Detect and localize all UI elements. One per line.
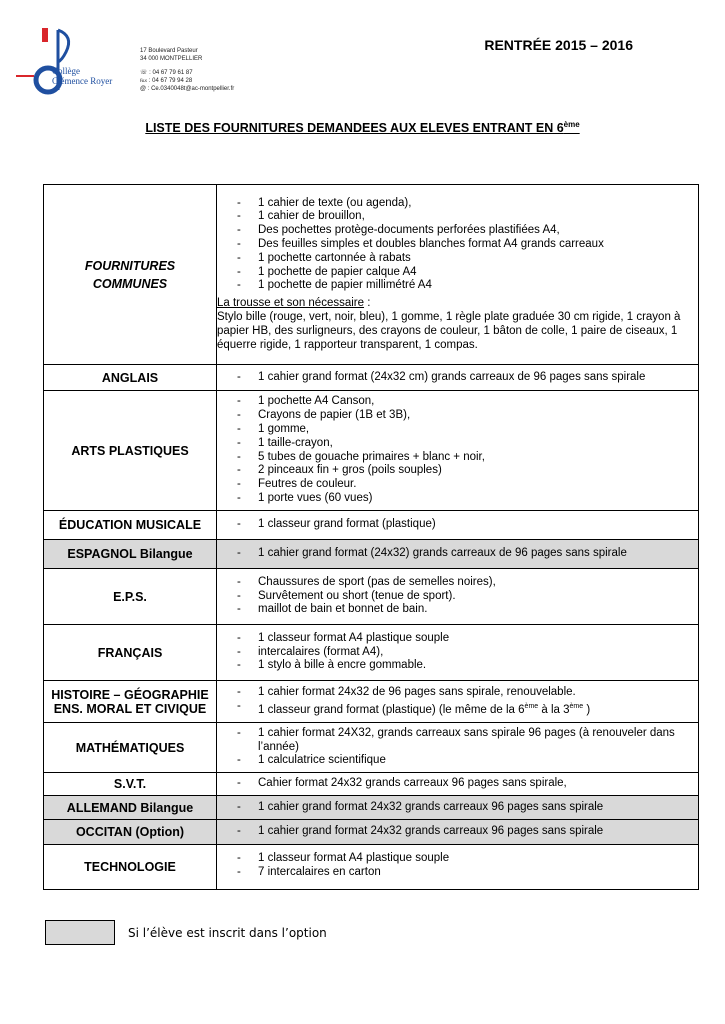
list-item: - Survêtement ou short (tenue de sport). [217,590,698,604]
items-cell [217,820,699,845]
items-list [217,547,698,561]
subject-label: ANGLAIS [44,365,217,391]
subject-label: ALLEMAND Bilangue [44,796,217,820]
item-sup: ème [524,702,539,710]
row-francais [44,625,699,681]
items-cell [217,796,699,820]
item-text: ) [583,703,591,716]
items-cell [217,569,699,625]
list-item: - Cahier format 24x32 grands carreaux 96 pages sans spirale, [217,777,698,791]
list-item: - 7 intercalaires en carton [217,866,698,880]
trousse-title: La trousse et son nécessaire [217,297,365,310]
items-cell [217,511,699,540]
list-item: - 1 taille-crayon, [217,437,698,451]
list-item: - maillot de bain et bonnet de bain. [217,603,698,617]
subject-label: ESPAGNOL Bilangue [44,540,217,569]
subject-label: COMMUNES [92,276,168,291]
school-name-line2: Clémence Royer [52,76,113,86]
page-title [0,120,725,135]
list-item: - 1 pochette de papier millimétré A4 [217,279,698,293]
subject-label: TECHNOLOGIE [44,845,217,890]
subject-label: HISTOIRE – GÉOGRAPHIE [51,687,209,702]
row-arts-plastiques [44,391,699,511]
items-cell [217,540,699,569]
row-communes [44,185,699,365]
item-text: à la 3 [538,703,570,716]
list-item: - 1 pochette A4 Canson, [217,395,698,409]
legend-text: Si l’élève est inscrit dans l’option [128,926,327,940]
items-list [217,686,698,717]
list-item: - Crayons de papier (1B et 3B), [217,409,698,423]
trousse-colon: : [364,297,371,310]
items-cell [217,625,699,681]
list-item: - 1 stylo à bille à encre gommable. [217,659,698,673]
row-eps [44,569,699,625]
items-list [217,632,698,673]
row-anglais [44,365,699,391]
items-cell [217,365,699,391]
list-item: - 1 classeur format A4 plastique souple [217,852,698,866]
row-education-musicale [44,511,699,540]
items-cell [217,723,699,773]
row-histoire-geographie [44,681,699,723]
items-list [217,825,698,839]
page-title-text: LISTE DES FOURNITURES DEMANDEES AUX ELEVES ENTRANT EN 6 [145,121,564,136]
school-address [140,47,234,93]
school-logo [12,24,132,104]
subject-label: FOURNITURES [84,258,176,273]
list-item: - 1 cahier de texte (ou agenda), [217,197,698,211]
items-cell [217,845,699,890]
trousse-text: Stylo bille (rouge, vert, noir, bleu), 1 gomme, 1 règle plate graduée 30 cm rigide, 1 crayon à papier HB, des surligneurs, des crayons de couleur, 1 bâton de colle, 1 paire de ciseaux, 1 équerre rigide, 1 rapporteur transparent, 1 compas. [217,310,681,351]
list-item: - 1 pochette cartonnée à rabats [217,252,698,266]
subject-label: ARTS PLASTIQUES [44,391,217,511]
items-list [217,727,698,768]
items-list [217,371,698,385]
list-item: - 1 classeur format A4 plastique souple [217,632,698,646]
items-list [217,801,698,815]
subject-label: ÉDUCATION MUSICALE [44,511,217,540]
list-item: - Des feuilles simples et doubles blanches format A4 grands carreaux [217,238,698,252]
fax-line: ℻ : 04 67 79 94 28 [140,77,193,84]
subject-label: S.V.T. [44,773,217,796]
list-item: - 1 calculatrice scientifique [217,754,698,768]
items-cell [217,681,699,723]
page-title-sup: ème [563,120,580,129]
items-list [217,197,698,294]
trousse-note [217,297,698,352]
items-cell [217,391,699,511]
list-item: - 1 cahier grand format 24x32 grands carreaux 96 pages sans spirale [217,801,698,815]
subject-label: MATHÉMATIQUES [44,723,217,773]
row-technologie [44,845,699,890]
school-name-line1: Collège [52,66,80,76]
list-item: - Feutres de couleur. [217,478,698,492]
address-line: 34 000 MONTPELLIER [140,56,203,63]
list-item: - Des pochettes protège-documents perforées plastifiées A4, [217,224,698,238]
email-line: @ : Ce.0340048t@ac-montpellier.fr [140,86,235,93]
list-item: - 1 cahier de brouillon, [217,210,698,224]
items-list [217,518,698,532]
list-item: - 1 cahier grand format 24x32 grands carreaux 96 pages sans spirale [217,825,698,839]
list-item: - 1 cahier format 24x32 de 96 pages sans spirale, renouvelable. [217,686,698,700]
item-sup: ème [569,702,584,710]
row-occitan [44,820,699,845]
subject-label: FRANÇAIS [44,625,217,681]
row-espagnol [44,540,699,569]
list-item: - 1 porte vues (60 vues) [217,492,698,506]
logo-graphic [12,24,132,104]
list-item [217,700,698,718]
subject-label: OCCITAN (Option) [44,820,217,845]
list-item: - 1 classeur grand format (plastique) [217,518,698,532]
subject-label: E.P.S. [44,569,217,625]
phone-line: ☏ : 04 67 79 61 87 [140,69,193,76]
subject-cell [44,185,217,365]
items-list [217,777,698,791]
school-name [52,66,112,86]
row-mathematiques [44,723,699,773]
list-item: - 5 tubes de gouache primaires + blanc + noir, [217,451,698,465]
list-item: - 1 cahier grand format (24x32) grands carreaux de 96 pages sans spirale [217,547,698,561]
list-item: - 2 pinceaux fin + gros (poils souples) [217,464,698,478]
items-list [217,852,698,880]
list-item: - 1 gomme, [217,423,698,437]
item-text: 1 classeur grand format (plastique) (le même de la 6 [258,703,525,716]
list-item: - 1 pochette de papier calque A4 [217,266,698,280]
subject-cell [44,681,217,723]
items-cell [217,185,699,365]
items-cell [217,773,699,796]
list-item: - Chaussures de sport (pas de semelles noires), [217,576,698,590]
school-year: RENTRÉE 2015 – 2016 [484,37,633,53]
list-item: - 1 cahier grand format (24x32 cm) grands carreaux de 96 pages sans spirale [217,371,698,385]
supplies-table [43,184,699,890]
list-item: - intercalaires (format A4), [217,646,698,660]
items-list [217,576,698,617]
list-item: - 1 cahier format 24X32, grands carreaux sans spirale 96 pages (à renouveler dans l’année) [217,727,698,755]
address-line: 17 Boulevard Pasteur [140,48,198,54]
row-allemand [44,796,699,820]
subject-label: ENS. MORAL ET CIVIQUE [53,701,207,716]
row-svt [44,773,699,796]
items-list [217,395,698,505]
legend-swatch [45,920,115,945]
